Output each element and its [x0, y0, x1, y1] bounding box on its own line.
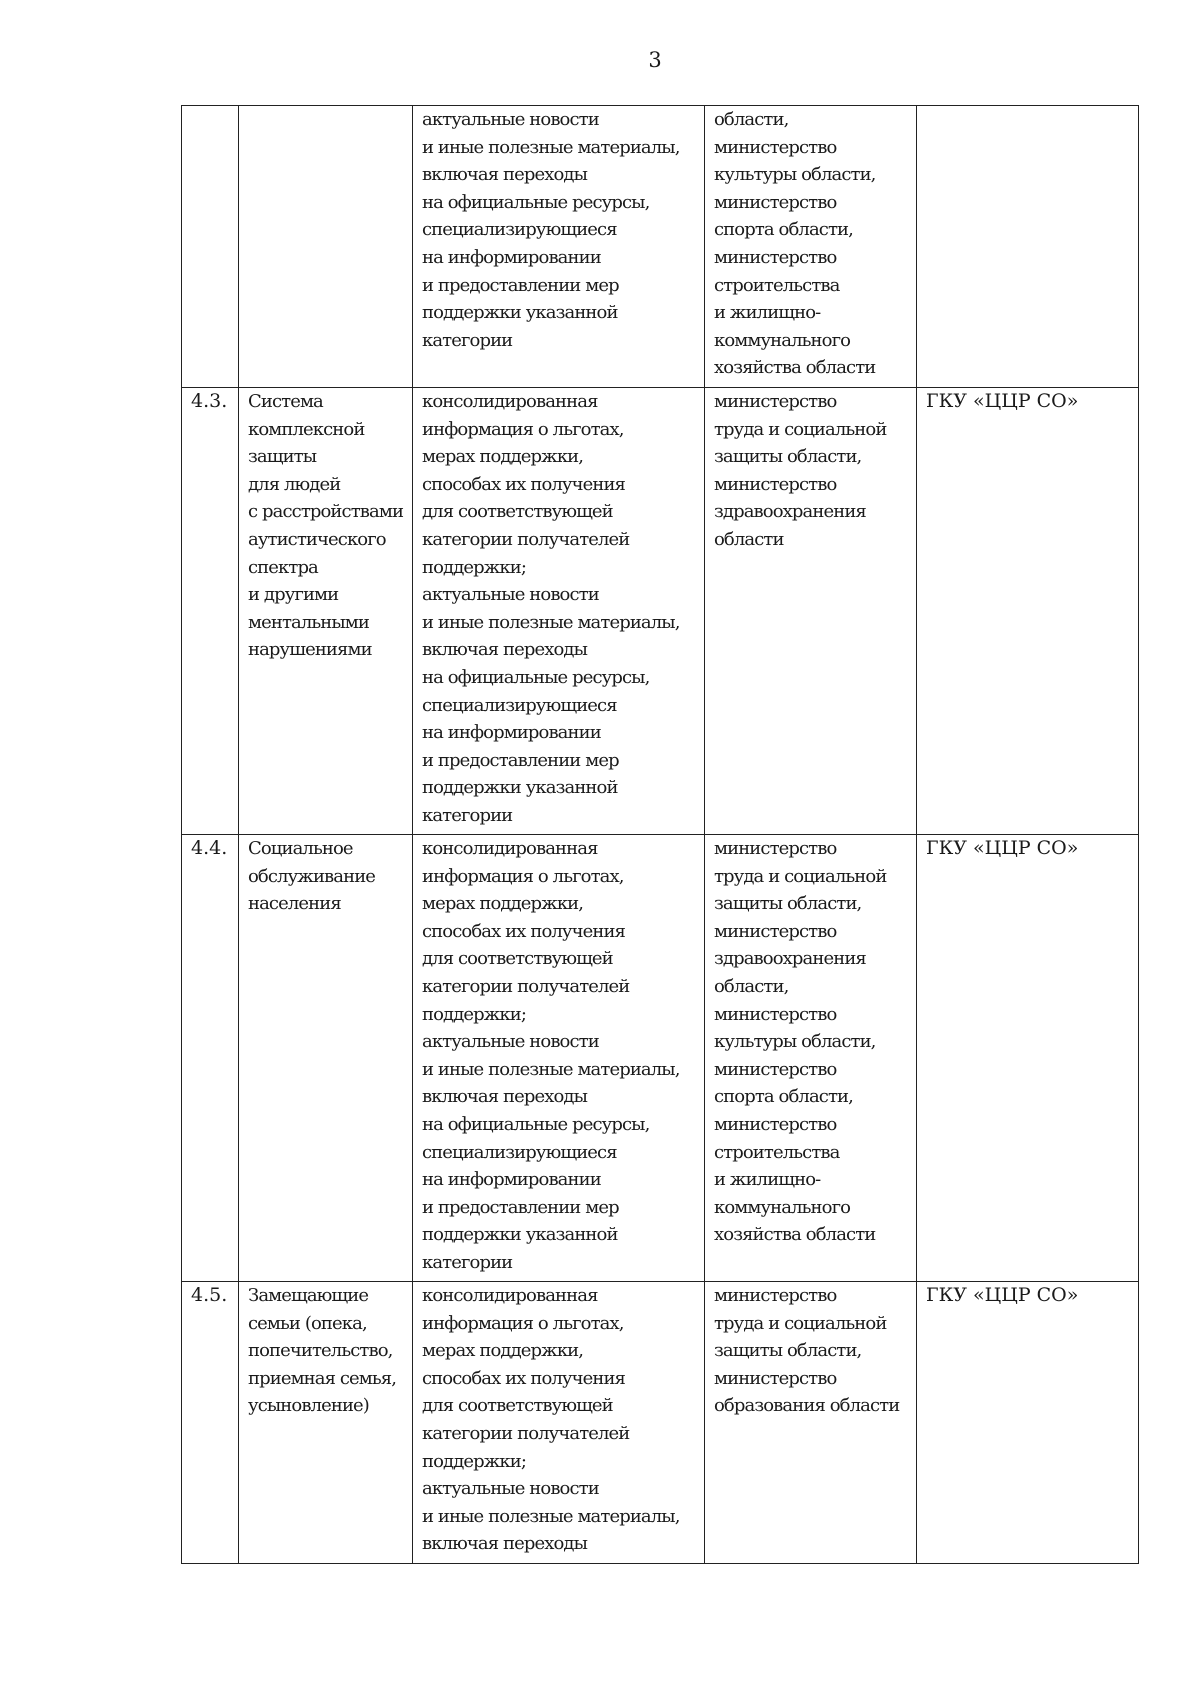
table-row	[182, 388, 1139, 835]
cell-line: на официальные ресурсы,	[422, 191, 650, 213]
cell-line: коммунального	[714, 329, 851, 351]
cell-line: строительства	[714, 274, 840, 296]
measures-table	[181, 105, 1139, 1564]
cell-line: информация о льготах,	[422, 865, 624, 887]
executor: ГКУ «ЦЦР СО»	[917, 388, 1139, 835]
cell-line: поддержки;	[422, 1003, 527, 1025]
cell-line: обслуживание	[248, 865, 376, 887]
cell-line: и иные полезные материалы,	[422, 1505, 680, 1527]
cell-line: на информировании	[422, 722, 601, 744]
cell-line: министерство	[714, 1367, 837, 1389]
cell-line: ментальными	[248, 611, 369, 633]
responsible-authority	[705, 835, 917, 1282]
information-content	[413, 835, 705, 1282]
table-row	[182, 1282, 1139, 1564]
cell-line: для соответствующей	[422, 948, 613, 970]
cell-line: информация о льготах,	[422, 1312, 624, 1334]
cell-line: усыновление)	[248, 1395, 369, 1417]
executor	[917, 106, 1139, 388]
table-row	[182, 106, 1139, 388]
cell-line: включая переходы	[422, 1086, 588, 1108]
row-number: 4.4.	[182, 835, 239, 1282]
cell-line: образования области	[714, 1395, 900, 1417]
cell-line: спорта области,	[714, 219, 853, 241]
cell-line: для людей	[248, 473, 341, 495]
cell-line: консолидированная	[422, 1285, 598, 1306]
cell-line: Социальное	[248, 838, 353, 859]
cell-line: актуальные новости	[422, 109, 599, 130]
cell-line: актуальные новости	[422, 1478, 599, 1500]
cell-line: строительства	[714, 1141, 840, 1163]
cell-line: труда и социальной	[714, 418, 887, 440]
cell-line: категории	[422, 804, 513, 826]
table-row	[182, 835, 1139, 1282]
cell-line: области,	[714, 109, 789, 130]
category-name	[239, 106, 413, 388]
cell-line: комплексной	[248, 418, 365, 440]
cell-line: семьи (опека,	[248, 1312, 367, 1334]
cell-line: на официальные ресурсы,	[422, 666, 650, 688]
cell-line: поддержки указанной	[422, 302, 618, 324]
cell-line: здравоохранения	[714, 948, 866, 970]
cell-line: министерство	[714, 246, 837, 268]
cell-line: культуры области,	[714, 1031, 876, 1053]
cell-line: министерство	[714, 838, 837, 859]
executor: ГКУ «ЦЦР СО»	[917, 1282, 1139, 1564]
cell-line: категории	[422, 329, 513, 351]
cell-line: и предоставлении мер	[422, 274, 619, 296]
cell-line: министерство	[714, 1285, 837, 1306]
cell-line: приемная семья,	[248, 1367, 397, 1389]
row-number: 4.5.	[182, 1282, 239, 1564]
cell-line: поддержки указанной	[422, 1224, 618, 1246]
cell-line: и жилищно-	[714, 302, 821, 324]
cell-line: поддержки;	[422, 556, 527, 578]
row-number: 4.3.	[182, 388, 239, 835]
cell-line: категории получателей	[422, 975, 630, 997]
cell-line: и иные полезные материалы,	[422, 136, 680, 158]
cell-line: консолидированная	[422, 391, 598, 412]
cell-line: и иные полезные материалы,	[422, 1058, 680, 1080]
cell-line: министерство	[714, 191, 837, 213]
cell-line: мерах поддержки,	[422, 893, 584, 915]
cell-line: с расстройствами	[248, 501, 404, 523]
cell-line: попечительство,	[248, 1340, 393, 1362]
cell-line: категории получателей	[422, 1422, 630, 1444]
cell-line: труда и социальной	[714, 1312, 887, 1334]
cell-line: Система	[248, 391, 323, 412]
cell-line: категории	[422, 1251, 513, 1273]
cell-line: включая переходы	[422, 639, 588, 661]
cell-line: поддержки;	[422, 1450, 527, 1472]
cell-line: области	[714, 528, 784, 550]
cell-line: включая переходы	[422, 1533, 588, 1555]
information-content	[413, 106, 705, 388]
cell-line: мерах поддержки,	[422, 446, 584, 468]
cell-line: специализирующиеся	[422, 1141, 617, 1163]
cell-line: для соответствующей	[422, 501, 613, 523]
cell-line: защиты области,	[714, 446, 862, 468]
category-name	[239, 1282, 413, 1564]
cell-line: министерство	[714, 136, 837, 158]
cell-line: поддержки указанной	[422, 777, 618, 799]
responsible-authority	[705, 388, 917, 835]
cell-line: Замещающие	[248, 1285, 369, 1306]
cell-line: министерство	[714, 473, 837, 495]
cell-line: министерство	[714, 1058, 837, 1080]
cell-line: актуальные новости	[422, 1031, 599, 1053]
information-content	[413, 1282, 705, 1564]
cell-line: категории получателей	[422, 528, 630, 550]
cell-line: на информировании	[422, 1169, 601, 1191]
category-name	[239, 388, 413, 835]
information-content	[413, 388, 705, 835]
category-name	[239, 835, 413, 1282]
cell-line: населения	[248, 893, 341, 915]
cell-line: способах их получения	[422, 920, 626, 942]
cell-line: мерах поддержки,	[422, 1340, 584, 1362]
cell-line: и другими	[248, 584, 339, 606]
cell-line: защиты	[248, 446, 317, 468]
cell-line: спорта области,	[714, 1086, 853, 1108]
cell-line: хозяйства области	[714, 1224, 876, 1246]
cell-line: спектра	[248, 556, 318, 578]
responsible-authority	[705, 106, 917, 388]
cell-line: на информировании	[422, 246, 601, 268]
cell-line: включая переходы	[422, 164, 588, 186]
cell-line: консолидированная	[422, 838, 598, 859]
responsible-authority	[705, 1282, 917, 1564]
cell-line: культуры области,	[714, 164, 876, 186]
row-number	[182, 106, 239, 388]
cell-line: специализирующиеся	[422, 694, 617, 716]
cell-line: для соответствующей	[422, 1395, 613, 1417]
cell-line: и жилищно-	[714, 1169, 821, 1191]
cell-line: защиты области,	[714, 893, 862, 915]
cell-line: информация о льготах,	[422, 418, 624, 440]
cell-line: министерство	[714, 391, 837, 412]
cell-line: министерство	[714, 1003, 837, 1025]
cell-line: труда и социальной	[714, 865, 887, 887]
cell-line: области,	[714, 975, 789, 997]
cell-line: специализирующиеся	[422, 219, 617, 241]
cell-line: и иные полезные материалы,	[422, 611, 680, 633]
cell-line: здравоохранения	[714, 501, 866, 523]
cell-line: и предоставлении мер	[422, 1196, 619, 1218]
cell-line: аутистического	[248, 528, 386, 550]
cell-line: коммунального	[714, 1196, 851, 1218]
executor: ГКУ «ЦЦР СО»	[917, 835, 1139, 1282]
cell-line: способах их получения	[422, 1367, 626, 1389]
cell-line: министерство	[714, 920, 837, 942]
cell-line: на официальные ресурсы,	[422, 1113, 650, 1135]
cell-line: защиты области,	[714, 1340, 862, 1362]
cell-line: актуальные новости	[422, 584, 599, 606]
cell-line: министерство	[714, 1113, 837, 1135]
cell-line: нарушениями	[248, 639, 372, 661]
page-number: 3	[648, 48, 662, 72]
cell-line: хозяйства области	[714, 357, 876, 379]
cell-line: и предоставлении мер	[422, 749, 619, 771]
cell-line: способах их получения	[422, 473, 626, 495]
